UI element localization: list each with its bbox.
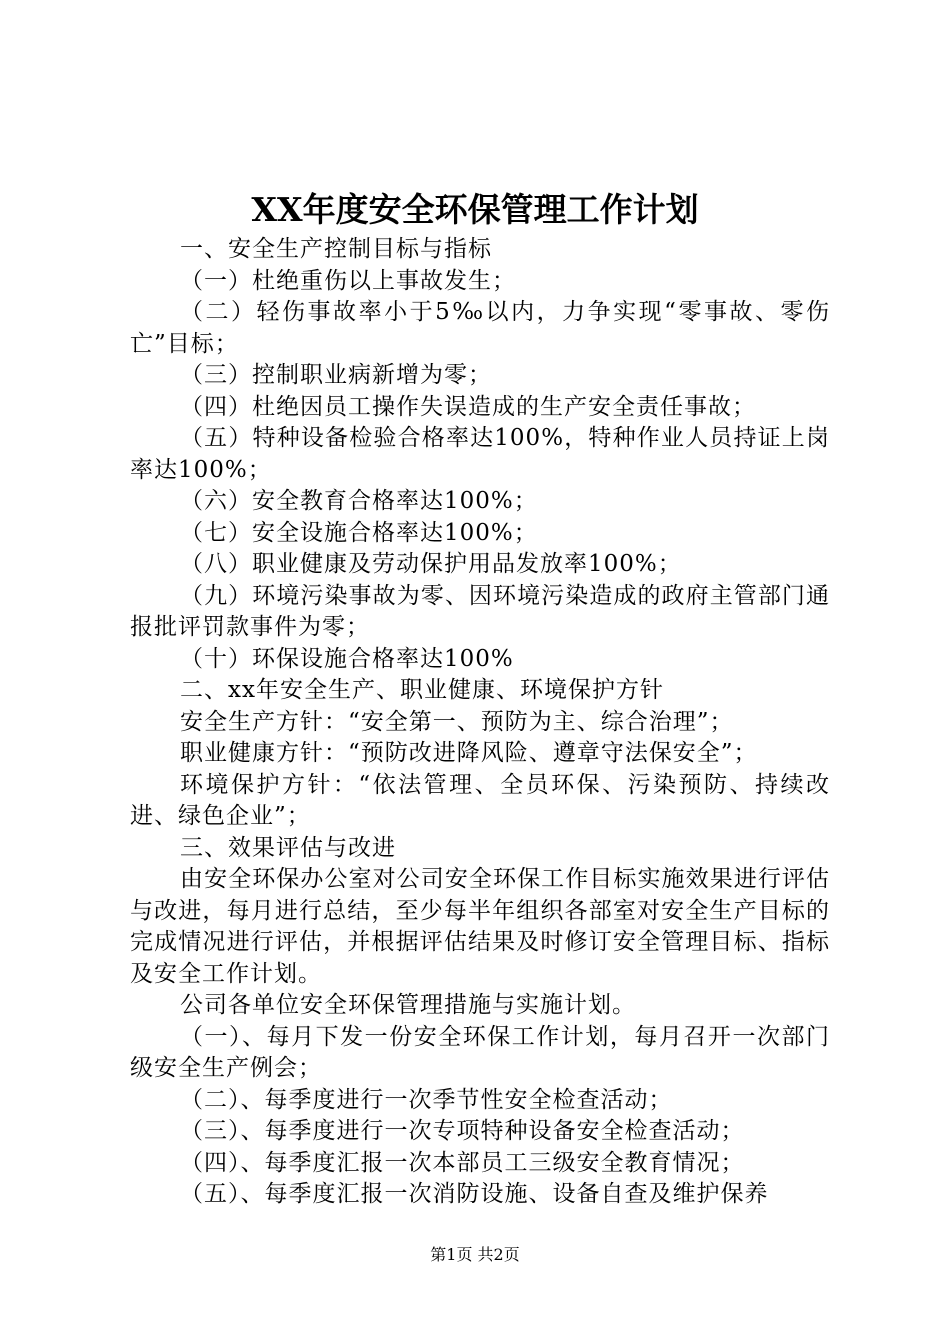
paragraph: （一）、每月下发一份安全环保工作计划，每月召开一次部门级安全生产例会；: [130, 1023, 830, 1081]
paragraph: 一、安全生产控制目标与指标: [180, 236, 492, 262]
paragraph: （七）安全设施合格率达100%；: [180, 519, 538, 546]
paragraph: 三、效果评估与改进: [180, 834, 396, 861]
paragraph: （五）、每季度汇报一次消防设施、设备自查及维护保养: [180, 1181, 769, 1207]
paragraph: （四）杜绝因员工操作失误造成的生产安全责任事故；: [180, 393, 756, 420]
paragraph: （二）、每季度进行一次季节性安全检查活动；: [180, 1086, 673, 1113]
paragraph: （五）特种设备检验合格率达100%，特种作业人员持证上岗率达100%；: [130, 425, 830, 483]
paragraph: （十）环保设施合格率达100%: [180, 645, 514, 672]
paragraph: 职业健康方针：“预防改进降风险、遵章守法保安全”；: [180, 740, 758, 766]
paragraph: 由安全环保办公室对公司安全环保工作目标实施效果进行评估与改进，每月进行总结，至少每半年组织各部室对安全生产目标的完成情况进行评估，并根据评估结果及时修订安全管理目标、指标及安全工作计划。: [130, 866, 830, 987]
paragraph: 环境保护方针：“依法管理、全员环保、污染预防、持续改进、绿色企业”；: [130, 771, 830, 829]
document-body: [130, 234, 830, 1211]
document-title: XX年度安全环保管理工作计划: [251, 190, 699, 229]
paragraph: 公司各单位安全环保管理措施与实施计划。: [180, 992, 636, 1018]
paragraph: 安全生产方针：“安全第一、预防为主、综合治理”；: [180, 708, 734, 735]
paragraph: （三）、每季度进行一次专项特种设备安全检查活动；: [180, 1118, 745, 1144]
paragraph: （六）安全教育合格率达100%；: [180, 488, 538, 514]
paragraph: （四）、每季度汇报一次本部员工三级安全教育情况；: [180, 1149, 745, 1176]
paragraph: （八）职业健康及劳动保护用品发放率100%；: [180, 551, 682, 577]
paragraph: （一）杜绝重伤以上事故发生；: [180, 267, 516, 294]
paragraph: 二、xx年安全生产、职业健康、环境保护方针: [180, 677, 664, 703]
page-number-footer: 第1页 共2页: [430, 1245, 520, 1264]
paragraph: （二）轻伤事故率小于5‰以内，力争实现“零事故、零伤亡”目标；: [130, 299, 830, 357]
paragraph: （三）控制职业病新增为零；: [180, 362, 492, 388]
paragraph: （九）环境污染事故为零、因环境污染造成的政府主管部门通报批评罚款事件为零；: [130, 582, 830, 640]
